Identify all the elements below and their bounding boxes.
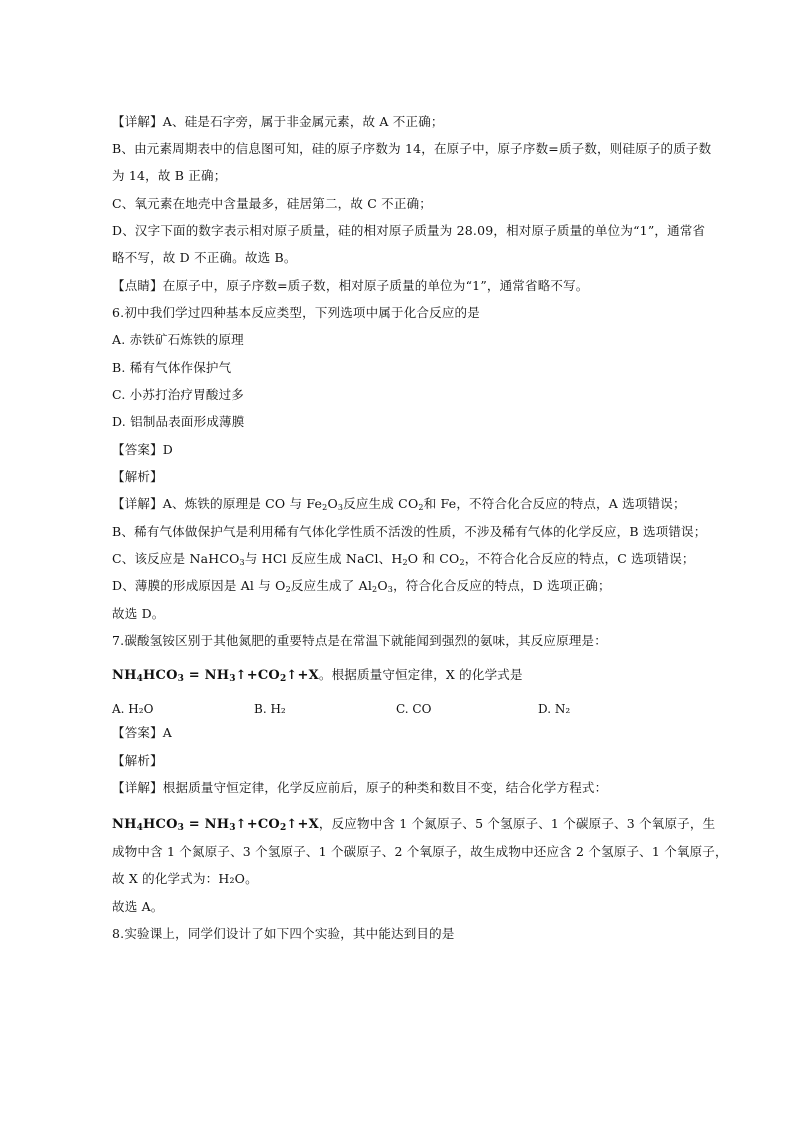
q7-detail-3: 成物中含 1 个氮原子、3 个氢原子、1 个碳原子、2 个氧原子，故生成物中还应含 2 个氢原子、1 个氧原子， [112, 844, 728, 859]
q6-option-d: D. 铝制品表面形成薄膜 [112, 414, 245, 429]
q7-analysis-heading: 【解析】 [112, 753, 163, 768]
q7-answer: 【答案】A [112, 725, 173, 740]
q5-detail-d2: 略不写，故 D 不正确。故选 B。 [112, 250, 297, 265]
q7-detail-2: $NH_4HCO_3$ = $NH_3↑+CO_2↑+X$，反应物中含 1 个氮原子、5 个氢原子、1 个碳原子、3 个氧原子，生 [112, 816, 716, 833]
q6-detail-d: D、薄膜的形成原因是 Al 与 $O_2$反应生成了 $Al_2O_3$，符合化合反应的特点，D 选项正确； [112, 578, 611, 594]
chemical-equation: $NH_4HCO_3$ = $NH_3↑+CO_2↑+X$ [112, 668, 319, 684]
q6-conclusion: 故选 D。 [112, 606, 165, 621]
q7-option-c: C. CO [396, 702, 432, 716]
q7-equation-line: $NH_4HCO_3$ = $NH_3↑+CO_2↑+X$。根据质量守恒定律，X 的化学式是 [112, 667, 523, 684]
q6-option-c: C. 小苏打治疗胃酸过多 [112, 387, 244, 402]
chemical-equation: $NH_4HCO_3$ = $NH_3↑+CO_2↑+X$ [112, 817, 319, 833]
q5-tip: 【点睛】在原子中，原子序数=质子数，相对原子质量的单位为“1”，通常省略不写。 [112, 278, 589, 293]
q7-option-b: B. H₂ [254, 702, 286, 716]
q5-detail-b1: B、由元素周期表中的信息图可知，硅的原子序数为 14，在原子中，原子序数=质子数，则硅原子的质子数 [112, 141, 712, 156]
q6-detail-c: C、该反应是 NaHCO$_3$与 HCl 反应生成 NaCl、$H_2O$ 和 $CO_2$，不符合化合反应的特点，C 选项错误； [112, 551, 695, 567]
q6-detail-a: 【详解】A、炼铁的原理是 CO 与 $Fe_2O_3$反应生成 $CO_2$和 Fe，不符合化合反应的特点，A 选项错误； [112, 496, 686, 512]
q6-answer: 【答案】D [112, 442, 174, 457]
q5-detail-a: 【详解】A、硅是石字旁，属于非金属元素，故 A 不正确； [112, 114, 444, 129]
q6-analysis-heading: 【解析】 [112, 469, 163, 484]
q7-conclusion: 故选 A。 [112, 899, 164, 914]
q6-stem: 6.初中我们学过四种基本反应类型，下列选项中属于化合反应的是 [112, 305, 480, 320]
q7-stem: 7.碳酸氢铵区别于其他氮肥的重要特点是在常温下就能闻到强烈的氨味，其反应原理是： [112, 633, 607, 648]
q5-detail-c: C、氧元素在地壳中含量最多，硅居第二，故 C 不正确； [112, 196, 432, 211]
q6-option-a: A. 赤铁矿石炼铁的原理 [112, 332, 244, 347]
q6-option-b: B. 稀有气体作保护气 [112, 360, 232, 375]
q8-stem: 8.实验课上，同学们设计了如下四个实验，其中能达到目的是 [112, 926, 455, 941]
q6-detail-b: B、稀有气体做保护气是利用稀有气体化学性质不活泼的性质，不涉及稀有气体的化学反应，B 选项错误； [112, 524, 707, 539]
q5-detail-b2: 为 14，故 B 正确； [112, 168, 227, 183]
q5-detail-d1: D、汉字下面的数字表示相对原子质量，硅的相对原子质量为 28.09，相对原子质量的单位为“1”，通常省 [112, 223, 706, 238]
q7-detail-4: 故 X 的化学式为：H₂O。 [112, 871, 258, 886]
q7-detail-1: 【详解】根据质量守恒定律，化学反应前后，原子的种类和数目不变，结合化学方程式： [112, 780, 608, 795]
q7-option-d: D. N₂ [538, 702, 571, 716]
q7-option-a: A. H₂O [112, 702, 154, 716]
